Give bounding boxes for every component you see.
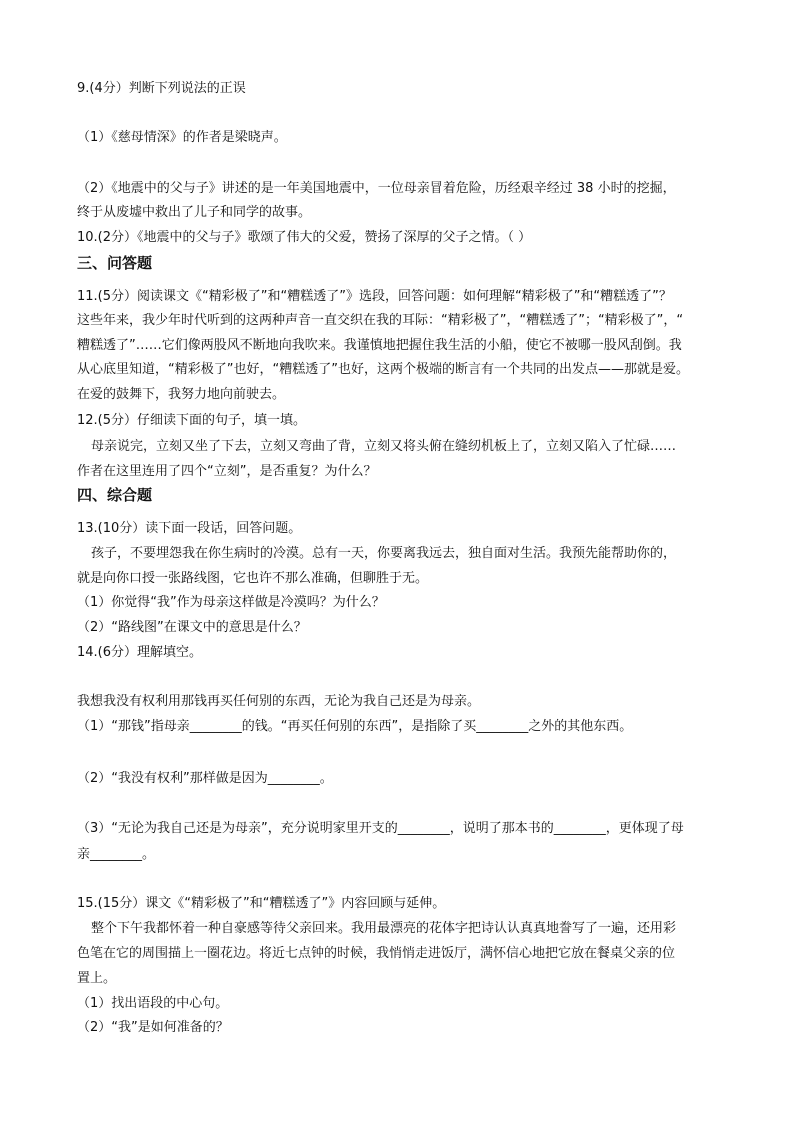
q14-line-5: （3）“无论为我自己还是为母亲”，充分说明家里开支的________，说明了那本书的________，更体现了母 xyxy=(77,821,684,836)
q15-line-2: 整个下午我都怀着一种自豪感等待父亲回来。我用最漂亮的花体字把诗认认真真地誊写了一遍，还用彩 xyxy=(91,921,677,936)
section-3-title: 三、问答题 xyxy=(77,254,153,272)
q14-line-1: 14.(6分）理解填空。 xyxy=(77,645,203,660)
q12-line-2: 母亲说完，立刻又坐了下去，立刻又弯曲了背，立刻又将头俯在缝纫机板上了，立刻又陷入了忙碌…… xyxy=(91,439,677,454)
q15-line-5: （1）找出语段的中心句。 xyxy=(77,996,229,1011)
q12-line-1: 12.(5分）仔细读下面的句子，填一填。 xyxy=(77,413,307,428)
q11-line-3: 糟糕透了”……它们像两股风不断地向我吹来。我谨慎地把握住我生活的小船，使它不被哪一股风刮倒。我 xyxy=(77,338,682,353)
q14-line-3: （1）“那钱”指母亲________的钱。“再买任何别的东西”，是指除了买________之外的其他东西。 xyxy=(77,719,633,734)
q9-statement-2-line-1: （2）《地震中的父与子》讲述的是一年美国地震中，一位母亲冒着危险，历经艰辛经过 38 小时的挖掘， xyxy=(77,181,676,196)
section-4-title: 四、综合题 xyxy=(77,486,153,504)
q10-stem: 10.(2分）《地震中的父与子》歌颂了伟大的父爱，赞扬了深厚的父子之情。（ ） xyxy=(77,230,532,245)
q13-line-1: 13.(10分）读下面一段话，回答问题。 xyxy=(77,521,302,536)
q13-line-5: （2）“路线图”在课文中的意思是什么？ xyxy=(77,620,307,635)
q11-line-5: 在爱的鼓舞下，我努力地向前驶去。 xyxy=(77,387,286,402)
q13-line-3: 就是向你口授一张路线图，它也许不那么准确，但聊胜于无。 xyxy=(77,571,429,586)
q15-line-4: 置上。 xyxy=(77,971,117,986)
q15-line-1: 15.(15分）课文《“精彩极了”和“糟糕透了”》内容回顾与延伸。 xyxy=(77,896,446,911)
q9-statement-1: （1）《慈母情深》的作者是梁晓声。 xyxy=(77,130,287,145)
q14-line-2: 我想我没有权利用那钱再买任何别的东西，无论为我自己还是为母亲。 xyxy=(77,694,481,709)
q9-stem: 9.(4分）判断下列说法的正误 xyxy=(77,81,246,96)
q12-line-3: 作者在这里连用了四个“立刻”，是否重复？为什么？ xyxy=(77,464,377,479)
q15-line-3: 色笔在它的周围描上一圈花边。将近七点钟的时候，我悄悄走进饭厅，满怀信心地把它放在餐桌父亲的位 xyxy=(77,946,676,961)
q14-line-6: 亲________。 xyxy=(77,847,156,862)
q14-line-4: （2）“我没有权利”那样做是因为________。 xyxy=(77,771,333,786)
q13-line-4: （1）你觉得“我”作为母亲这样做是冷漠吗？为什么？ xyxy=(77,595,385,610)
q15-line-6: （2）“我”是如何准备的？ xyxy=(77,1020,229,1035)
q9-statement-2-line-2: 终于从废墟中救出了儿子和同学的故事。 xyxy=(77,205,312,220)
q11-line-4: 从心底里知道，“精彩极了”也好，“糟糕透了”也好，这两个极端的断言有一个共同的出发点——那就是爱。 xyxy=(77,362,689,377)
q11-line-1: 11.(5分）阅读课文《“精彩极了”和“糟糕透了”》选段，回答问题：如何理解“精彩极了”和“糟糕透了”？ xyxy=(77,289,672,304)
q13-line-2: 孩子，不要埋怨我在你生病时的冷漠。总有一天，你要离我远去，独自面对生活。我预先能帮助你的， xyxy=(91,546,677,561)
q11-line-2: 这些年来，我少年时代听到的这两种声音一直交织在我的耳际：“精彩极了”，“糟糕透了”；“精彩极了”，“ xyxy=(77,313,684,328)
